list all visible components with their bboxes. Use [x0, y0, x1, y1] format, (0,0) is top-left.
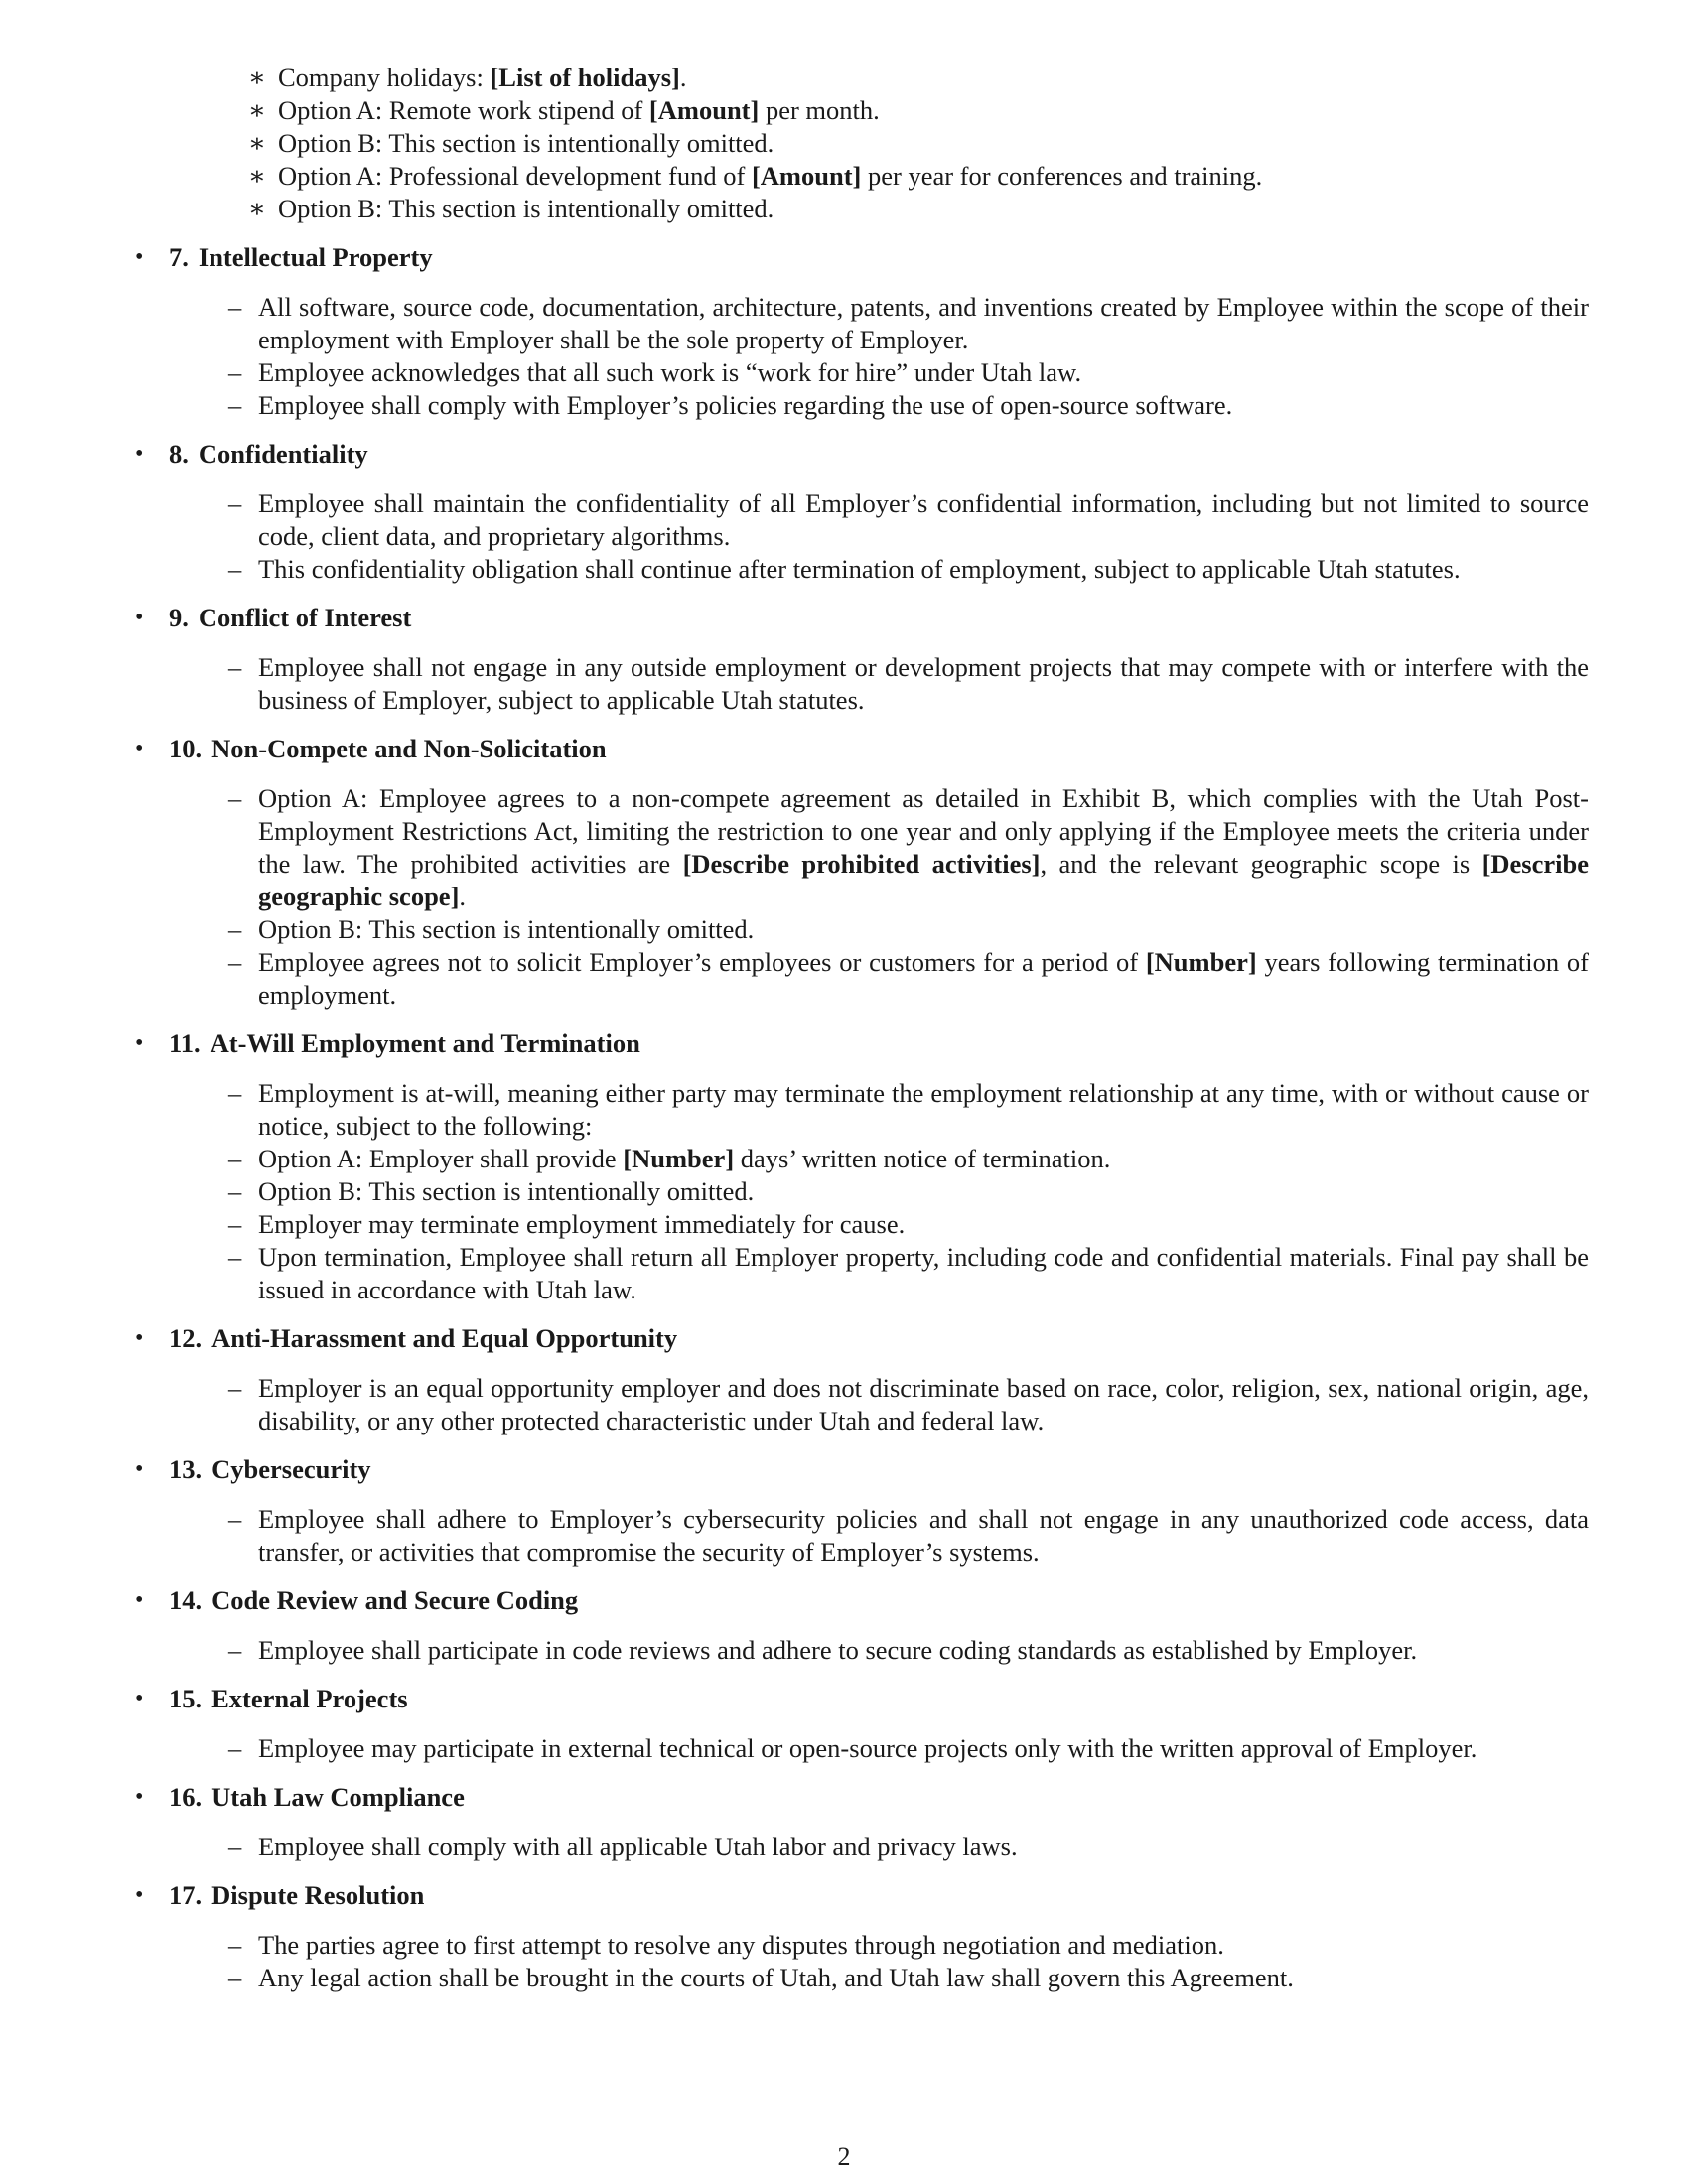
text-run: Option B: This section is intentionally omitted.: [258, 1176, 755, 1206]
section-items: [129, 487, 1589, 586]
list-item: [228, 1372, 1589, 1437]
placeholder-field: [Number]: [623, 1144, 735, 1173]
benefits-continued-list: [248, 62, 1589, 225]
section-number: 7.: [169, 242, 189, 272]
section-items: [129, 782, 1589, 1012]
bullet-icon: •: [135, 1456, 144, 1482]
text-run: Option B: This section is intentionally omitted.: [278, 194, 774, 223]
text-run: Employee may participate in external technical or open-source projects only with the written approval of Employer.: [258, 1733, 1477, 1763]
text-run: Employee shall comply with all applicable Utah labor and privacy laws.: [258, 1832, 1018, 1861]
asterisk-bullet-icon: ∗: [248, 161, 267, 191]
dash-bullet-icon: –: [228, 1832, 242, 1861]
dash-bullet-icon: –: [228, 1242, 242, 1272]
section-title: Non-Compete and Non-Solicitation: [211, 734, 607, 763]
section-items: [129, 1929, 1589, 1994]
text-run: Company holidays:: [278, 63, 491, 92]
text-run: The parties agree to first attempt to resolve any disputes through negotiation and mediation.: [258, 1930, 1224, 1960]
section-items: [129, 1732, 1589, 1765]
bullet-icon: •: [135, 736, 144, 761]
section-title: Code Review and Secure Coding: [211, 1585, 579, 1615]
list-item: [248, 62, 1589, 94]
placeholder-field: [Amount]: [751, 161, 862, 191]
section-title: Utah Law Compliance: [211, 1782, 465, 1812]
bullet-icon: •: [135, 605, 144, 630]
placeholder-field: [Describe geographic scope]: [258, 849, 1589, 911]
section-heading: [129, 438, 1589, 471]
text-run: per month.: [759, 95, 880, 125]
section-number: 17.: [169, 1880, 203, 1910]
section-number: 13.: [169, 1454, 203, 1484]
section: [129, 438, 1589, 586]
dash-bullet-icon: –: [228, 1373, 242, 1403]
list-item: [228, 553, 1589, 586]
bullet-icon: •: [135, 1030, 144, 1056]
dash-bullet-icon: –: [228, 390, 242, 420]
dash-bullet-icon: –: [228, 652, 242, 682]
list-item: [228, 1077, 1589, 1143]
text-run: Employee shall comply with Employer’s policies regarding the use of open-source software.: [258, 390, 1233, 420]
dash-bullet-icon: –: [228, 1963, 242, 1992]
document-body: [129, 62, 1589, 1994]
text-run: Any legal action shall be brought in the courts of Utah, and Utah law shall govern this Agreement.: [258, 1963, 1294, 1992]
section-number: 10.: [169, 734, 203, 763]
section-title: Anti-Harassment and Equal Opportunity: [211, 1323, 678, 1353]
text-run: Option A: Professional development fund of: [278, 161, 752, 191]
asterisk-bullet-icon: ∗: [248, 128, 267, 158]
text-run: Option A: Employee agrees to a non-compete agreement as detailed in Exhibit B, which complies with the Utah Post-Employment Restrictions Act, limiting the restriction to one year and only applying if the Employee meets the criteria under the law. The prohibited activities are: [258, 783, 1589, 879]
sections-list: [129, 241, 1589, 1994]
placeholder-field: [Describe prohibited activities]: [682, 849, 1041, 879]
text-run: Option B: This section is intentionally omitted.: [278, 128, 774, 158]
list-item: [228, 1208, 1589, 1241]
text-run: Employee shall maintain the confidentiality of all Employer’s confidential information, including but not limited to source code, client data, and proprietary algorithms.: [258, 488, 1589, 551]
list-item: [228, 1175, 1589, 1208]
section-heading: [129, 1584, 1589, 1617]
text-run: Option A: Employer shall provide: [258, 1144, 624, 1173]
asterisk-bullet-icon: ∗: [248, 63, 267, 92]
dash-bullet-icon: –: [228, 1078, 242, 1108]
section-title: Cybersecurity: [211, 1454, 371, 1484]
list-item: [228, 1143, 1589, 1175]
dash-bullet-icon: –: [228, 1733, 242, 1763]
list-item: [228, 1241, 1589, 1306]
text-run: Option B: This section is intentionally omitted.: [258, 914, 755, 944]
section-number: 9.: [169, 603, 189, 632]
section-title: Conflict of Interest: [198, 603, 412, 632]
list-item: [228, 1929, 1589, 1962]
section-heading: [129, 733, 1589, 765]
bullet-icon: •: [135, 1882, 144, 1908]
bullet-icon: •: [135, 1587, 144, 1613]
section-heading: [129, 1322, 1589, 1355]
text-run: , and the relevant geographic scope is: [1040, 849, 1482, 879]
section-items: [129, 1372, 1589, 1437]
text-run: Upon termination, Employee shall return all Employer property, including code and confidential materials. Final pay shall be issued in accordance with Utah law.: [258, 1242, 1589, 1304]
list-item: [228, 1732, 1589, 1765]
text-run: Employer is an equal opportunity employer and does not discriminate based on race, color, religion, sex, national origin, age, disability, or any other protected characteristic under Utah and federal law.: [258, 1373, 1589, 1435]
list-item: [228, 782, 1589, 913]
dash-bullet-icon: –: [228, 1504, 242, 1534]
section-heading: [129, 1683, 1589, 1715]
section-number: 12.: [169, 1323, 203, 1353]
bullet-icon: •: [135, 244, 144, 270]
list-item: [228, 1962, 1589, 1994]
section: [129, 602, 1589, 717]
dash-bullet-icon: –: [228, 554, 242, 584]
dash-bullet-icon: –: [228, 1635, 242, 1665]
bullet-icon: •: [135, 1325, 144, 1351]
section-heading: [129, 241, 1589, 274]
section: [129, 1879, 1589, 1994]
list-item: [248, 94, 1589, 127]
dash-bullet-icon: –: [228, 914, 242, 944]
dash-bullet-icon: –: [228, 357, 242, 387]
section: [129, 241, 1589, 422]
list-item: [228, 1503, 1589, 1569]
list-item: [248, 127, 1589, 160]
dash-bullet-icon: –: [228, 1209, 242, 1239]
section: [129, 1453, 1589, 1569]
bullet-icon: •: [135, 1686, 144, 1711]
section-heading: [129, 602, 1589, 634]
section-items: [129, 291, 1589, 422]
section-items: [129, 1634, 1589, 1667]
section: [129, 1781, 1589, 1863]
section-title: Intellectual Property: [198, 242, 433, 272]
asterisk-bullet-icon: ∗: [248, 194, 267, 223]
section: [129, 1683, 1589, 1765]
text-run: Employment is at-will, meaning either party may terminate the employment relationship at any time, with or without cause or notice, subject to the following:: [258, 1078, 1589, 1141]
dash-bullet-icon: –: [228, 1176, 242, 1206]
bullet-icon: •: [135, 1784, 144, 1810]
placeholder-field: [Amount]: [648, 95, 760, 125]
dash-bullet-icon: –: [228, 488, 242, 518]
text-run: This confidentiality obligation shall continue after termination of employment, subject to applicable Utah statutes.: [258, 554, 1461, 584]
text-run: Employee shall adhere to Employer’s cybersecurity policies and shall not engage in any unauthorized code access, data transfer, or activities that compromise the security of Employer’s systems.: [258, 1504, 1589, 1567]
section-heading: [129, 1879, 1589, 1912]
section-title: Confidentiality: [198, 439, 368, 469]
list-item: [228, 487, 1589, 553]
section-number: 16.: [169, 1782, 203, 1812]
dash-bullet-icon: –: [228, 783, 242, 813]
section-items: [129, 651, 1589, 717]
section-number: 15.: [169, 1684, 203, 1713]
list-item: [228, 913, 1589, 946]
dash-bullet-icon: –: [228, 292, 242, 322]
section: [129, 733, 1589, 1012]
list-item: [248, 193, 1589, 225]
list-item: [228, 389, 1589, 422]
text-run: .: [459, 882, 467, 911]
asterisk-bullet-icon: ∗: [248, 95, 267, 125]
bullet-icon: •: [135, 441, 144, 467]
section-number: 8.: [169, 439, 189, 469]
page-number: 2: [837, 2142, 851, 2171]
text-run: All software, source code, documentation, architecture, patents, and inventions created by Employee within the scope of their employment with Employer shall be the sole property of Employer.: [258, 292, 1589, 354]
list-item: [228, 291, 1589, 356]
list-item: [228, 946, 1589, 1012]
list-item: [248, 160, 1589, 193]
section-title: External Projects: [211, 1684, 408, 1713]
text-run: Option A: Remote work stipend of: [278, 95, 649, 125]
text-run: Employee agrees not to solicit Employer’s employees or customers for a period of: [258, 947, 1146, 977]
section: [129, 1584, 1589, 1667]
section-items: [129, 1077, 1589, 1306]
text-run: years following termination of employment.: [258, 947, 1589, 1010]
section-number: 11.: [169, 1028, 201, 1058]
section-heading: [129, 1027, 1589, 1060]
section-heading: [129, 1453, 1589, 1486]
section-items: [129, 1831, 1589, 1863]
text-run: days’ written notice of termination.: [734, 1144, 1111, 1173]
section-number: 14.: [169, 1585, 203, 1615]
dash-bullet-icon: –: [228, 1144, 242, 1173]
text-run: Employer may terminate employment immediately for cause.: [258, 1209, 906, 1239]
section-title: At-Will Employment and Termination: [210, 1028, 640, 1058]
list-item: [228, 1634, 1589, 1667]
text-run: Employee shall participate in code reviews and adhere to secure coding standards as established by Employer.: [258, 1635, 1418, 1665]
placeholder-field: [Number]: [1145, 947, 1257, 977]
dash-bullet-icon: –: [228, 947, 242, 977]
text-run: .: [679, 63, 687, 92]
section-title: Dispute Resolution: [211, 1880, 425, 1910]
text-run: Employee shall not engage in any outside employment or development projects that may compete with or interfere with the business of Employer, subject to applicable Utah statutes.: [258, 652, 1589, 715]
text-run: per year for conferences and training.: [861, 161, 1263, 191]
placeholder-field: [List of holidays]: [490, 63, 680, 92]
section: [129, 1027, 1589, 1306]
section-items: [129, 1503, 1589, 1569]
section: [129, 1322, 1589, 1437]
text-run: Employee acknowledges that all such work is “work for hire” under Utah law.: [258, 357, 1082, 387]
list-item: [228, 356, 1589, 389]
list-item: [228, 651, 1589, 717]
section-heading: [129, 1781, 1589, 1814]
list-item: [228, 1831, 1589, 1863]
dash-bullet-icon: –: [228, 1930, 242, 1960]
